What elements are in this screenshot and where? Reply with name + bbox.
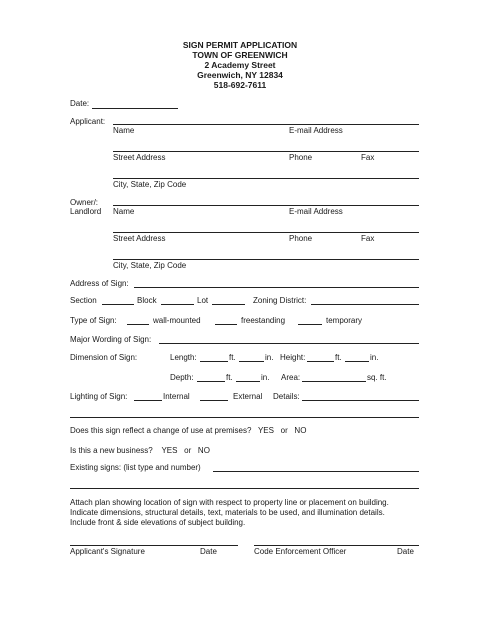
officer-date-label: Date bbox=[397, 547, 414, 556]
depth-in-field[interactable] bbox=[236, 381, 260, 382]
type-of-sign-label: Type of Sign: bbox=[70, 316, 117, 325]
depth-ft-unit: ft. bbox=[226, 373, 233, 382]
area-label: Area: bbox=[281, 373, 301, 382]
dimension-of-sign-label: Dimension of Sign: bbox=[70, 353, 138, 362]
officer-signature-field[interactable] bbox=[254, 545, 419, 546]
length-in-field[interactable] bbox=[239, 361, 264, 362]
external-field[interactable] bbox=[200, 400, 228, 401]
details-field[interactable] bbox=[302, 400, 419, 401]
attach-instructions-line-1: Attach plan showing location of sign with respect to property line or placement on building. bbox=[70, 498, 389, 507]
form-title: SIGN PERMIT APPLICATION bbox=[182, 40, 298, 50]
applicant-city-field[interactable] bbox=[113, 178, 419, 179]
address-of-sign-label: Address of Sign: bbox=[70, 279, 129, 288]
applicant-street-label: Street Address bbox=[113, 153, 166, 162]
owner-name-field[interactable] bbox=[113, 205, 419, 206]
existing-signs-label: Existing signs: (list type and number) bbox=[70, 463, 201, 472]
owner-city-label: City, State, Zip Code bbox=[113, 261, 187, 270]
lot-label: Lot bbox=[197, 296, 209, 305]
temporary-field[interactable] bbox=[298, 324, 322, 325]
section-label: Section bbox=[70, 296, 97, 305]
area-unit: sq. ft. bbox=[367, 373, 387, 382]
town-city: Greenwich, NY 12834 bbox=[197, 70, 283, 80]
section-field[interactable] bbox=[102, 304, 134, 305]
temporary-label: temporary bbox=[326, 316, 363, 325]
new-business-question: Is this a new business? YES or NO bbox=[70, 446, 210, 455]
owner-email-label: E-mail Address bbox=[289, 207, 343, 216]
address-of-sign-field[interactable] bbox=[134, 287, 419, 288]
owner-street-label: Street Address bbox=[113, 234, 166, 243]
freestanding-label: freestanding bbox=[241, 316, 286, 325]
zoning-district-label: Zoning District: bbox=[253, 296, 307, 305]
existing-signs-field[interactable] bbox=[213, 471, 419, 472]
applicant-fax-label: Fax bbox=[361, 153, 375, 162]
applicant-name-field[interactable] bbox=[113, 124, 419, 125]
length-label: Length: bbox=[170, 353, 197, 362]
details-continued-field[interactable] bbox=[70, 417, 419, 418]
area-field[interactable] bbox=[302, 381, 366, 382]
change-of-use-question: Does this sign reflect a change of use at premises? YES or NO bbox=[70, 426, 307, 435]
block-label: Block bbox=[137, 296, 157, 305]
external-label: External bbox=[233, 392, 263, 401]
major-wording-label: Major Wording of Sign: bbox=[70, 335, 152, 344]
existing-signs-continued-field[interactable] bbox=[70, 488, 419, 489]
town-street: 2 Academy Street bbox=[204, 60, 276, 70]
owner-street-field[interactable] bbox=[113, 232, 419, 233]
block-field[interactable] bbox=[161, 304, 194, 305]
internal-label: Internal bbox=[163, 392, 190, 401]
applicant-email-label: E-mail Address bbox=[289, 126, 343, 135]
height-ft-unit: ft. bbox=[335, 353, 342, 362]
applicant-signature-field[interactable] bbox=[70, 545, 238, 546]
lighting-of-sign-label: Lighting of Sign: bbox=[70, 392, 128, 401]
applicant-city-label: City, State, Zip Code bbox=[113, 180, 187, 189]
applicant-phone-label: Phone bbox=[289, 153, 313, 162]
officer-signature-label: Code Enforcement Officer bbox=[254, 547, 347, 556]
length-in-unit: in. bbox=[265, 353, 274, 362]
applicant-label: Applicant: bbox=[70, 117, 106, 126]
height-in-field[interactable] bbox=[345, 361, 369, 362]
height-in-unit: in. bbox=[370, 353, 379, 362]
depth-ft-field[interactable] bbox=[197, 381, 225, 382]
owner-phone-label: Phone bbox=[289, 234, 313, 243]
landlord-label: Landlord bbox=[70, 207, 102, 216]
height-label: Height: bbox=[280, 353, 306, 362]
town-name: TOWN OF GREENWICH bbox=[192, 50, 288, 60]
zoning-district-field[interactable] bbox=[311, 304, 419, 305]
applicant-signature-label: Applicant's Signature bbox=[70, 547, 145, 556]
major-wording-field[interactable] bbox=[159, 343, 419, 344]
applicant-name-label: Name bbox=[113, 126, 135, 135]
internal-field[interactable] bbox=[134, 400, 162, 401]
length-ft-field[interactable] bbox=[200, 361, 228, 362]
applicant-street-field[interactable] bbox=[113, 151, 419, 152]
height-ft-field[interactable] bbox=[307, 361, 334, 362]
depth-in-unit: in. bbox=[261, 373, 270, 382]
attach-instructions-line-3: Include front & side elevations of subject building. bbox=[70, 518, 246, 527]
length-ft-unit: ft. bbox=[229, 353, 236, 362]
date-label: Date: bbox=[70, 99, 90, 108]
date-field[interactable] bbox=[92, 108, 178, 109]
depth-label: Depth: bbox=[170, 373, 194, 382]
attach-instructions-line-2: Indicate dimensions, structural details, text, materials to be used, and illumination details. bbox=[70, 508, 385, 517]
owner-city-field[interactable] bbox=[113, 259, 419, 260]
applicant-date-label: Date bbox=[200, 547, 217, 556]
town-phone: 518-692-7611 bbox=[213, 80, 267, 90]
owner-label: Owner/: bbox=[70, 198, 99, 207]
wall-mounted-field[interactable] bbox=[127, 324, 149, 325]
owner-fax-label: Fax bbox=[361, 234, 375, 243]
wall-mounted-label: wall-mounted bbox=[153, 316, 201, 325]
lot-field[interactable] bbox=[212, 304, 245, 305]
freestanding-field[interactable] bbox=[215, 324, 237, 325]
owner-name-label: Name bbox=[113, 207, 135, 216]
details-label: Details: bbox=[273, 392, 300, 401]
